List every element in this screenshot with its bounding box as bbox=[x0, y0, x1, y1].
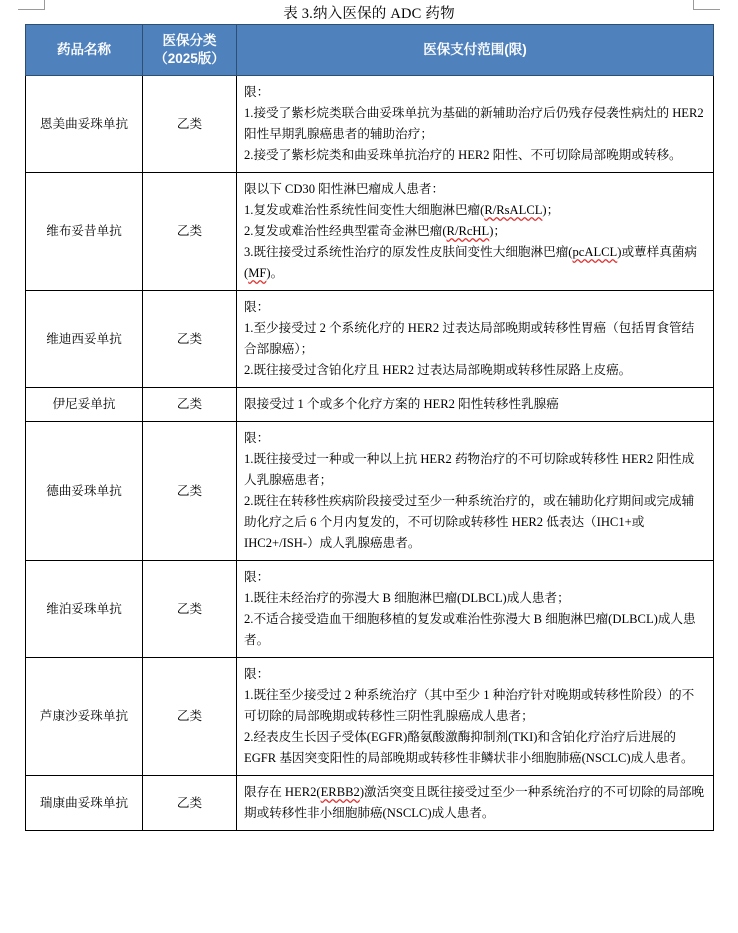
cell-drug-name: 德曲妥珠单抗 bbox=[26, 422, 143, 561]
cell-insurance-class: 乙类 bbox=[143, 173, 237, 291]
table-row bbox=[26, 173, 714, 291]
cell-drug-name: 伊尼妥单抗 bbox=[26, 388, 143, 422]
scope-line: 1.既往至少接受过 2 种系统治疗（其中至少 1 种治疗针对晚期或转移性阶段）的不可切除的局部晚期或转移性三阴性乳腺癌成人患者； bbox=[244, 688, 695, 723]
cell-insurance-class: 乙类 bbox=[143, 76, 237, 173]
scope-line: 限存在 HER2(ERBB2)激活突变且既往接受过至少一种系统治疗的不可切除的局部晚期或转移性非小细胞肺癌(NSCLC)成人患者。 bbox=[244, 785, 705, 820]
table-container bbox=[0, 24, 738, 831]
cell-insurance-class: 乙类 bbox=[143, 291, 237, 388]
column-header-insurance-class bbox=[143, 25, 237, 76]
cell-drug-name: 维迪西妥单抗 bbox=[26, 291, 143, 388]
cell-drug-name: 瑞康曲妥珠单抗 bbox=[26, 776, 143, 831]
page-margin-corner-right bbox=[693, 0, 720, 10]
cell-payment-scope bbox=[237, 76, 714, 173]
table-body bbox=[26, 76, 714, 831]
scope-line: 2.既往在转移性疾病阶段接受过至少一种系统治疗的，或在辅助化疗期间或完成辅助化疗之后 6 个月内复发的，不可切除或转移性 HER2 低表达（IHC1+或 IHC2+/ISH-）成人乳腺癌患者。 bbox=[244, 494, 695, 550]
scope-line: 限： bbox=[244, 85, 270, 99]
scope-line: 2.复发或难治性经典型霍奇金淋巴瘤(R/RcHL)； bbox=[244, 224, 507, 238]
scope-line: 2.不适合接受造血干细胞移植的复发或难治性弥漫大 B 细胞淋巴瘤(DLBCL)成人患者。 bbox=[244, 612, 696, 647]
table-header-row bbox=[26, 25, 714, 76]
scope-line: 2.接受了紫杉烷类和曲妥珠单抗治疗的 HER2 阳性、不可切除局部晚期或转移。 bbox=[244, 148, 682, 162]
scope-line: 限： bbox=[244, 667, 270, 681]
adc-drugs-table bbox=[25, 24, 714, 831]
scope-line: 限： bbox=[244, 431, 270, 445]
table-row bbox=[26, 561, 714, 658]
scope-line: 限： bbox=[244, 570, 270, 584]
scope-line: 限： bbox=[244, 300, 270, 314]
column-header-drug-name: 药品名称 bbox=[26, 25, 143, 76]
page-margin-corner-left bbox=[18, 0, 45, 10]
table-row bbox=[26, 422, 714, 561]
cell-payment-scope bbox=[237, 173, 714, 291]
cell-insurance-class: 乙类 bbox=[143, 561, 237, 658]
cell-payment-scope bbox=[237, 658, 714, 776]
cell-insurance-class: 乙类 bbox=[143, 422, 237, 561]
cell-drug-name: 芦康沙妥珠单抗 bbox=[26, 658, 143, 776]
cell-insurance-class: 乙类 bbox=[143, 776, 237, 831]
column-header-insurance-class-line2: （2025版） bbox=[154, 51, 225, 66]
table-row bbox=[26, 291, 714, 388]
page-title: 表 3.纳入医保的 ADC 药物 bbox=[283, 6, 455, 22]
column-header-insurance-class-line1: 医保分类 bbox=[162, 33, 217, 48]
cell-payment-scope bbox=[237, 388, 714, 422]
scope-line: 1.至少接受过 2 个系统化疗的 HER2 过表达局部晚期或转移性胃癌（包括胃食管结合部腺癌）； bbox=[244, 321, 695, 356]
scope-line: 2.既往接受过含铂化疗且 HER2 过表达局部晚期或转移性尿路上皮癌。 bbox=[244, 363, 632, 377]
cell-payment-scope bbox=[237, 291, 714, 388]
scope-line: 限接受过 1 个或多个化疗方案的 HER2 阳性转移性乳腺癌 bbox=[244, 397, 559, 411]
table-row bbox=[26, 776, 714, 831]
scope-line: 1.复发或难治性系统性间变性大细胞淋巴瘤(R/RsALCL)； bbox=[244, 203, 560, 217]
scope-line: 限以下 CD30 阳性淋巴瘤成人患者： bbox=[244, 182, 445, 196]
table-row bbox=[26, 658, 714, 776]
table-row bbox=[26, 76, 714, 173]
table-header bbox=[26, 25, 714, 76]
cell-insurance-class: 乙类 bbox=[143, 388, 237, 422]
cell-drug-name: 恩美曲妥珠单抗 bbox=[26, 76, 143, 173]
cell-insurance-class: 乙类 bbox=[143, 658, 237, 776]
scope-line: 1.既往接受过一种或一种以上抗 HER2 药物治疗的不可切除或转移性 HER2 阳性成人乳腺癌患者； bbox=[244, 452, 695, 487]
scope-line: 2.经表皮生长因子受体(EGFR)酪氨酸激酶抑制剂(TKI)和含铂化疗治疗后进展的 EGFR 基因突变阳性的局部晚期或转移性非鳞状非小细胞肺癌(NSCLC)成人患者。 bbox=[244, 730, 694, 765]
cell-drug-name: 维布妥昔单抗 bbox=[26, 173, 143, 291]
scope-line: 3.既往接受过系统性治疗的原发性皮肤间变性大细胞淋巴瘤(pcALCL)或蕈样真菌病(MF)。 bbox=[244, 245, 698, 280]
column-header-payment-scope: 医保支付范围(限) bbox=[237, 25, 714, 76]
scope-line: 1.既往未经治疗的弥漫大 B 细胞淋巴瘤(DLBCL)成人患者； bbox=[244, 591, 570, 605]
cell-payment-scope bbox=[237, 422, 714, 561]
table-row bbox=[26, 388, 714, 422]
cell-payment-scope bbox=[237, 561, 714, 658]
cell-drug-name: 维泊妥珠单抗 bbox=[26, 561, 143, 658]
cell-payment-scope bbox=[237, 776, 714, 831]
scope-line: 1.接受了紫杉烷类联合曲妥珠单抗为基础的新辅助治疗后仍残存侵袭性病灶的 HER2 阳性早期乳腺癌患者的辅助治疗； bbox=[244, 106, 704, 141]
